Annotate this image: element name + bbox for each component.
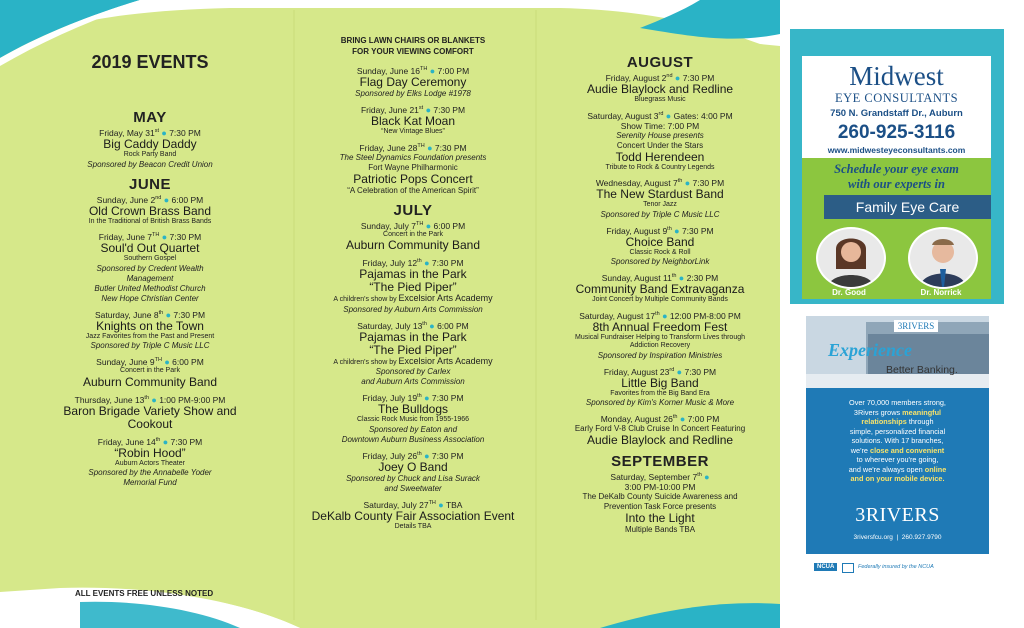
midwest-green-panel	[802, 158, 991, 299]
events-column-2	[296, 35, 530, 537]
event-item: Friday, May 31st ● 7:30 PM Big Caddy Daddy Rock Party Band Sponsored by Beacon Credit Union	[87, 128, 213, 169]
ncua-footer	[806, 554, 989, 582]
events-column-3	[540, 52, 780, 541]
midwest-address: 750 N. Grandstaff Dr., Auburn	[830, 108, 963, 119]
3rivers-contact[interactable]: 3riversfcu.org | 260.927.9790	[853, 534, 942, 541]
month-july: JULY	[393, 201, 433, 219]
3rivers-logo: 3RIVERS	[855, 504, 940, 526]
event-item: Friday, June 21st ● 7:30 PM Black Kat Moan “New Vintage Blues”	[360, 105, 466, 135]
midwest-subtitle: EYE CONSULTANTS	[834, 91, 959, 105]
month-may: MAY	[133, 109, 167, 126]
event-item: Sunday, July 7TH ● 6:00 PM Concert in the Park Auburn Community Band	[345, 220, 481, 252]
event-item: Thursday, June 13th ● 1:00 PM-9:00 PM Baron Brigade Variety Show and Cookout	[63, 394, 237, 431]
event-item: Friday, August 23rd ● 7:30 PM Little Big Band Favorites from the Big Band Era Sponsored by Kim's Korner Music & More	[585, 366, 735, 407]
event-item: Saturday, July 27TH ● TBA DeKalb County Fair Association Event Details TBA	[311, 499, 515, 530]
building-sign: 3RIVERS	[897, 321, 935, 331]
schedule-text: Schedule your eye exam with our experts in	[834, 162, 959, 191]
midwest-website[interactable]: www.midwesteyeconsultants.com	[827, 145, 966, 155]
event-item: Friday, July 19th ● 7:30 PM The Bulldogs Classic Rock Music from 1955-1966 Sponsored by Eaton and Downtown Auburn Business Association	[341, 393, 485, 444]
family-eye-care-banner: Family Eye Care	[824, 195, 991, 219]
event-item: Saturday, June 8th ● 7:30 PM Knights on the Town Jazz Favorites from the Past and Present Sponsored by Triple C Music LLC	[85, 309, 215, 350]
event-item: Friday, June 28TH ● 7:30 PM The Steel Dynamics Foundation presents Fort Wayne Philharmonic Patriotic Pops Concert “A Celebration of the American Spirit”	[339, 142, 487, 195]
midwest-logo: Midwest	[849, 61, 944, 91]
events-column-1	[45, 52, 255, 494]
event-item: Saturday, August 3rd ● Gates: 4:00 PM Show Time: 7:00 PM Serenity House presents Concert Under the Stars Todd Herendeen Tribute to Rock & Country Legends	[587, 110, 733, 171]
doctor-name-2: Dr. Norrick	[920, 288, 962, 297]
midwest-phone: 260-925-3116	[837, 122, 956, 143]
event-item: Friday, June 14th ● 7:30 PM “Robin Hood” Auburn Actors Theater Sponsored by the Annabelle Yoder Memorial Fund	[88, 436, 212, 487]
free-events-note: ALL EVENTS FREE UNLESS NOTED	[75, 589, 214, 598]
month-august: AUGUST	[626, 54, 694, 71]
ncua-badge: NCUA	[814, 563, 837, 571]
month-june: JUNE	[128, 175, 171, 193]
event-item: Friday, July 26th ● 7:30 PM Joey O Band Sponsored by Chuck and Lisa Surack and Sweetwater	[346, 450, 480, 493]
midwest-eye-ad[interactable]	[790, 29, 1004, 304]
lawn-chairs-note: BRING LAWN CHAIRS OR BLANKETS FOR YOUR VIEWING COMFORT	[340, 36, 486, 56]
event-item: Sunday, June 16TH ● 7:00 PM Flag Day Ceremony Sponsored by Elks Lodge #1978	[355, 66, 471, 98]
event-item: Saturday, August 17th ● 12:00 PM-8:00 PM 8th Annual Freedom Fest Musical Fundraiser Helping to Transform Lives through Addiction Recovery Sponsored by Inspiration Ministries	[574, 310, 746, 360]
event-item: Wednesday, August 7th ● 7:30 PM The New Stardust Band Tenor Jazz Sponsored by Triple C Music LLC	[595, 178, 725, 219]
event-item: Saturday, September 7th ● 3:00 PM-10:00 PM The DeKalb County Suicide Awareness and Prevention Task Force presents Into the Light Multiple Bands TBA	[582, 472, 738, 534]
event-item: Sunday, June 2nd ● 6:00 PM Old Crown Brass Band In the Traditional of British Brass Bands	[88, 194, 212, 225]
event-item: Sunday, August 11th ● 2:30 PM Community Band Extravaganza Joint Concert by Multiple Community Bands	[575, 273, 745, 303]
better-banking-text: Better Banking.	[886, 364, 958, 376]
ncua-insured-text: Federally insured by the NCUA	[858, 564, 934, 570]
event-item: Friday, August 9th ● 7:30 PM Choice Band Classic Rock & Roll Sponsored by NeighborLink	[606, 225, 714, 266]
event-item: Sunday, June 9TH ● 6:00 PM Concert in the Park Auburn Community Band	[82, 357, 218, 389]
event-item: Friday, August 2nd ● 7:30 PM Audie Blaylock and Redline Bluegrass Music	[586, 73, 734, 103]
event-item: Friday, July 12th ● 7:30 PM Pajamas in the Park “The Pied Piper” A children's show by Excelsior Arts Academy Sponsored by Auburn Arts Commission	[333, 258, 493, 314]
equal-housing-icon	[842, 563, 854, 573]
doctor-photo-2	[908, 227, 978, 289]
page-title: 2019 EVENTS	[91, 52, 209, 72]
event-item: Friday, June 7TH ● 7:30 PM Soul'd Out Quartet Southern Gospel Sponsored by Credent Wealth Management Butler United Methodist Church New Hope Christian Center	[94, 232, 206, 303]
3rivers-body-text: Over 70,000 members strong, 3Rivers grows meaningful relationships through simple, personalized financial solutions. With 17 branches, we're close and convenient to wherever you're going, and we're always open online and on your mobile device.	[848, 398, 947, 483]
event-item: Monday, August 26th ● 7:00 PM Early Ford V-8 Club Cruise In Concert Featuring Audie Blaylock and Redline	[574, 414, 746, 447]
month-september: SEPTEMBER	[611, 453, 709, 470]
experience-heading: Experience	[828, 340, 912, 360]
event-item: Saturday, July 13th ● 6:00 PM Pajamas in the Park “The Pied Piper” A children's show by Excelsior Arts Academy Sponsored by Carlex and Auburn Arts Commission	[333, 320, 493, 386]
doctor-name-1: Dr. Good	[832, 288, 866, 297]
3rivers-ad[interactable]	[806, 316, 989, 582]
doctor-photo-1	[816, 227, 886, 289]
